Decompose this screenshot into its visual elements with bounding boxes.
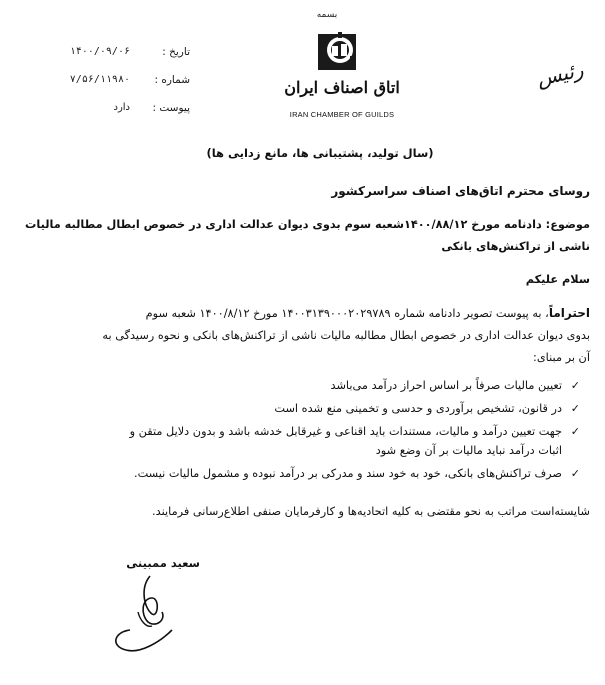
meta-label-attachment: پیوست : <box>152 102 190 114</box>
meta-value-attachment: دارد <box>113 102 130 113</box>
meta-row-date <box>50 44 190 60</box>
bullet-text: در قانون، تشخیص برآوردی و حدسی و تخمینی منع شده است <box>274 402 562 415</box>
check-icon: ✓ <box>570 379 580 392</box>
handwritten-note: رئیس <box>534 57 586 91</box>
meta-row-number <box>50 72 190 88</box>
recipient: روسای محترم اتاق‌های اصناف سراسرکشور <box>331 184 590 198</box>
closing-line: شایسته‌است مراتب به نحو مقتضی به کلیه اتحادیه‌ها و کارفرمایان صنفی اطلاع‌رسانی فرمایند. <box>152 505 590 518</box>
subject-line-1: موضوع: دادنامه مورخ ۱۴۰۰/۸۸/۱۲شعبه سوم بدوی دیوان عدالت اداری در خصوص ابطال مطالبه مالیات <box>25 218 590 231</box>
body-line-3: آن بر مبنای: <box>533 351 590 364</box>
body-lead: احتراماً <box>548 306 590 320</box>
check-icon: ✓ <box>570 425 580 438</box>
check-icon: ✓ <box>570 402 580 415</box>
list-item-continuation <box>120 441 580 460</box>
list-item <box>120 399 580 418</box>
logo-name-en: IRAN CHAMBER OF GUILDS <box>289 110 395 119</box>
list-item <box>120 422 580 441</box>
letter-meta <box>50 44 190 116</box>
bullet-list <box>120 376 580 483</box>
body-line-2: بدوی دیوان عدالت اداری در خصوص ابطال مطالبه مالیات ناشی از تراکنش‌های بانکی و نحوه رسیدگی به <box>102 329 590 342</box>
signature-scribble <box>100 568 190 658</box>
logo-name-fa: اتاق اصناف ایران <box>284 78 400 97</box>
greeting: سلام علیکم <box>525 273 590 286</box>
meta-label-number: شماره : <box>154 74 190 86</box>
body-line-1 <box>28 304 590 323</box>
bullet-text: تعیین مالیات صرفاً بر اساس احراز درآمد می‌باشد <box>330 379 562 392</box>
meta-row-attachment <box>50 100 190 116</box>
meta-value-number: ۷/۵۶/۱۱۹۸۰ <box>69 74 130 85</box>
guild-emblem-icon <box>316 28 360 72</box>
signature-name: سعید ممبینی <box>126 556 200 570</box>
bullet-text: جهت تعیین درآمد و مالیات، مستندات باید اقناعی و غیرقابل خدشه باشد و بدون دلایل متقن و <box>129 425 562 438</box>
bismillah-mark: بسمه <box>316 10 338 20</box>
list-item <box>120 464 580 483</box>
bullet-text: صرف تراکنش‌های بانکی، خود به خود سند و مدرکی بر درآمد نبوده و مشمول مالیات نیست. <box>134 467 562 480</box>
meta-value-date: ۱۴۰۰/۰۹/۰۶ <box>69 46 130 57</box>
check-icon: ✓ <box>570 467 580 480</box>
slogan: (سال تولید، پشتیبانی ها، مانع زدایی ها) <box>206 146 434 160</box>
meta-label-date: تاریخ : <box>162 46 190 58</box>
subject-line-2: ناشی از تراکنش‌های بانکی <box>441 240 590 253</box>
body-line-1-text: ، به پیوست تصویر دادنامه شماره ۱۴۰۰۳۱۳۹۰۰۰۲۰۲۹۷۸۹ مورخ ۱۴۰۰/۸/۱۲ شعبه سوم <box>145 307 549 320</box>
bullet-text: اثبات درآمد نباید مالیات بر آن وضع شود <box>375 444 562 457</box>
list-item <box>120 376 580 395</box>
